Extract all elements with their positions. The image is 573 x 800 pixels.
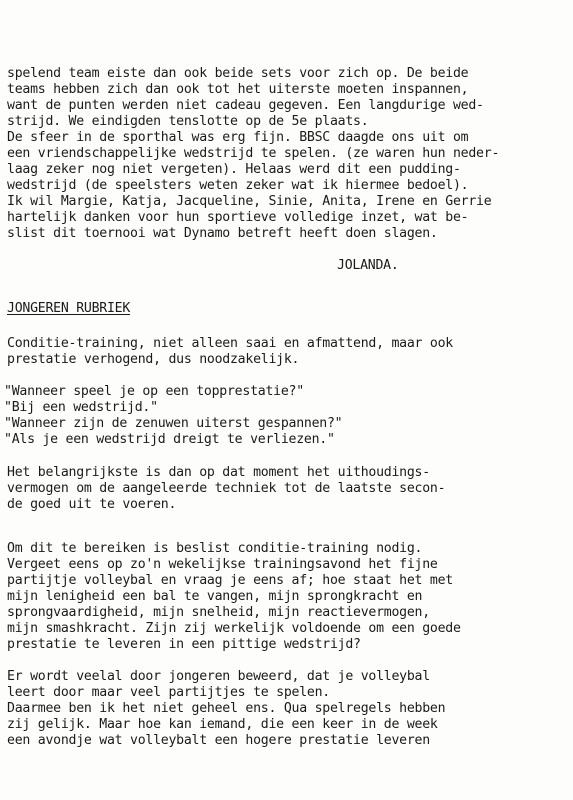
section-heading: JONGEREN RUBRIEK (7, 301, 131, 316)
report-line: strijd. We eindigden tenslotte op de 5e plaats. (7, 114, 369, 129)
paragraph-line: mijn lenigheid een bal te vangen, mijn sprongkracht en (7, 589, 423, 604)
paragraph-line: leert door maar veel partijtjes te spelen. (7, 685, 330, 700)
paragraph-line: vermogen om de aangeleerde techniek tot de laatste secon- (7, 481, 446, 496)
paragraph-line: prestatie te leveren in een pittige wedstrijd? (7, 637, 361, 652)
report-line: Ik wil Margie, Katja, Jacqueline, Sinie, Anita, Irene en Gerrie (7, 194, 492, 209)
report-line: spelend team eiste dan ook beide sets voor zich op. De beide (7, 66, 469, 81)
paragraph-line: mijn smashkracht. Zijn zij werkelijk voldoende om een goede (7, 621, 461, 636)
intro-line: Conditie-training, niet alleen saai en afmattend, maar ook (7, 336, 453, 351)
paragraph-line: Er wordt veelal door jongeren beweerd, dat je volleybal (7, 669, 430, 684)
report-line: wedstrijd (de speelsters weten zeker wat ik hiermee bedoel). (7, 178, 469, 193)
paragraph-line: de goed uit te voeren. (7, 497, 177, 512)
report-line: want de punten werden niet cadeau gegeven. Een langdurige wed- (7, 98, 484, 113)
paragraph-line: Vergeet eens op zo'n wekelijkse trainingsavond het fijne (7, 557, 438, 572)
paragraph-line: een avondje wat volleybalt een hogere prestatie leveren (7, 733, 430, 748)
quote-line: "Wanneer speel je op een topprestatie?" (4, 384, 304, 399)
paragraph-line: Daarmee ben ik het niet geheel ens. Qua spelregels hebben (7, 701, 446, 716)
quote-line: "Bij een wedstrijd." (4, 400, 158, 415)
paragraph-line: Om dit te bereiken is beslist conditie-training nodig. (7, 541, 423, 556)
report-line: teams hebben zich dan ook tot het uiterste moeten inspannen, (7, 82, 469, 97)
paragraph-line: Het belangrijkste is dan op dat moment het uithoudings- (7, 465, 430, 480)
intro-line: prestatie verhogend, dus noodzakelijk. (7, 352, 300, 367)
paragraph-line: partijtje volleybal en vraag je eens af; hoe staat het met (7, 573, 453, 588)
report-line: slist dit toernooi wat Dynamo betreft heeft doen slagen. (7, 226, 438, 241)
report-line: De sfeer in de sporthal was erg fijn. BBSC daagde ons uit om (7, 130, 469, 145)
quote-line: "Als je een wedstrijd dreigt te verliezen." (4, 432, 335, 447)
quote-line: "Wanneer zijn de zenuwen uiterst gespannen?" (4, 416, 343, 431)
report-line: hartelijk danken voor hun sportieve volledige inzet, wat be- (7, 210, 469, 225)
report-line: een vriendschappelijke wedstrijd te spelen. (ze waren hun neder- (7, 146, 500, 161)
paragraph-line: zij gelijk. Maar hoe kan iemand, die een keer in de week (7, 717, 438, 732)
author-signature: JOLANDA. (337, 258, 399, 273)
report-line: laag zeker nog niet vergeten). Helaas werd dit een pudding- (7, 162, 461, 177)
paragraph-line: sprongvaardigheid, mijn snelheid, mijn reactievermogen, (7, 605, 430, 620)
